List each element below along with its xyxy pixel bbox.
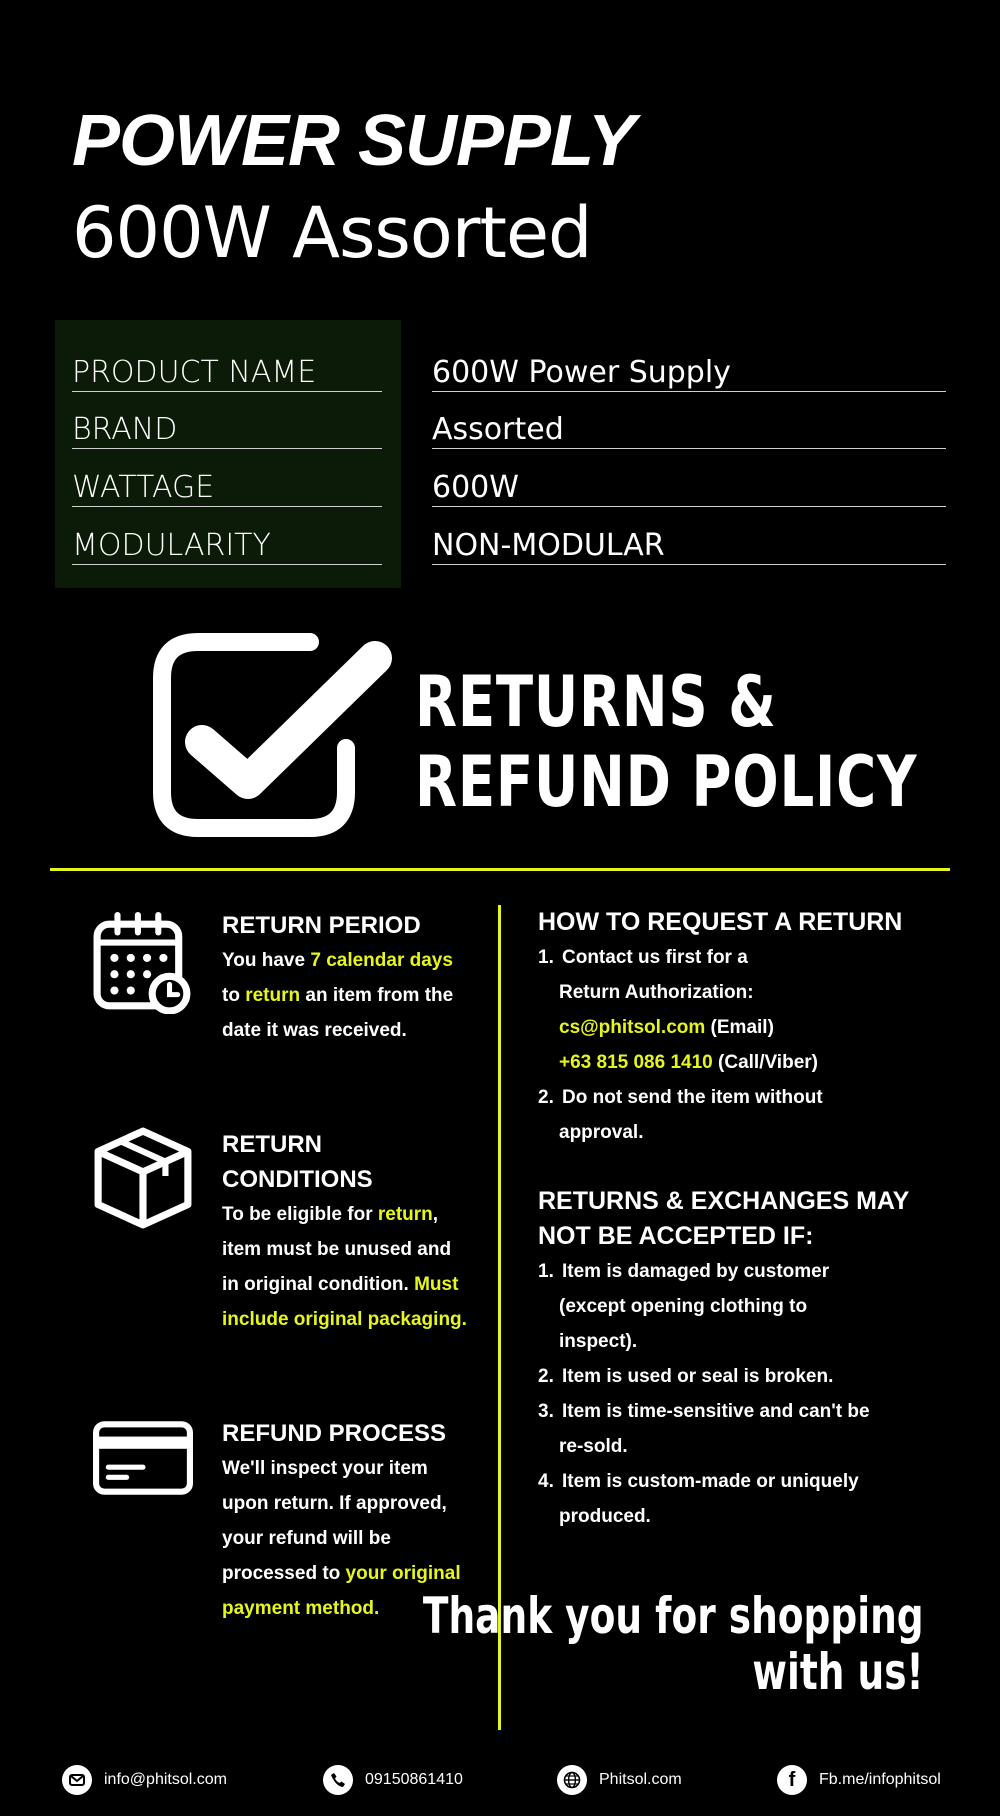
spec-value-brand: Assorted xyxy=(432,392,946,449)
checkbox-check-icon xyxy=(150,630,395,840)
return-conditions-section xyxy=(222,1127,472,1337)
credit-card-icon xyxy=(92,1408,194,1510)
return-conditions-heading: RETURN CONDITIONS xyxy=(222,1131,373,1193)
return-period-heading: RETURN PERIOD xyxy=(222,912,421,939)
page-subtitle: 600W Assorted xyxy=(72,192,592,274)
footer-facebook[interactable]: f Fb.me/infophitsol xyxy=(777,1764,941,1796)
not-accepted-item-3: 3. Item is time-sensitive and can't be xyxy=(538,1401,870,1422)
page-title: POWER SUPPLY xyxy=(72,101,635,181)
spec-value-wattage: 600W xyxy=(432,450,946,507)
mail-icon xyxy=(62,1765,92,1795)
spec-label-modularity: MODULARITY xyxy=(72,508,382,565)
return-conditions-text: To be eligible for return, item must be unused and in original condition. Must include original packaging. xyxy=(222,1204,467,1330)
how-to-request-section: HOW TO REQUEST A RETURN 1. Contact us first for a Return Authorization: cs@phitsol.com (Email) +63 815 086 1410 (Call/Viber) 2. Do not send the item without approval. xyxy=(538,905,958,1150)
spec-label-wattage: WATTAGE xyxy=(72,450,382,507)
how-to-step-2: 2. Do not send the item without xyxy=(538,1087,823,1108)
spec-value-modularity: NON-MODULAR xyxy=(432,508,946,565)
return-period-section xyxy=(222,908,472,1048)
how-to-heading: HOW TO REQUEST A RETURN xyxy=(538,908,903,936)
thank-you-message: Thank you for shopping with us! xyxy=(423,1587,924,1701)
spec-label-product-name: PRODUCT NAME xyxy=(72,335,382,392)
spec-value-product-name: 600W Power Supply xyxy=(432,335,946,392)
how-to-step-1: 1. Contact us first for a xyxy=(538,947,748,968)
spec-label-brand: BRAND xyxy=(72,392,382,449)
divider-horizontal xyxy=(50,868,950,871)
not-accepted-item-1: 1. Item is damaged by customer xyxy=(538,1261,830,1282)
not-accepted-heading-1: RETURNS & EXCHANGES MAY xyxy=(538,1187,910,1215)
facebook-icon: f xyxy=(777,1765,807,1795)
not-accepted-item-4: 4. Item is custom-made or uniquely xyxy=(538,1471,859,1492)
return-phone-link[interactable]: +63 815 086 1410 xyxy=(559,1052,713,1073)
calendar-clock-icon xyxy=(92,912,194,1014)
globe-icon xyxy=(557,1765,587,1795)
refund-process-heading: REFUND PROCESS xyxy=(222,1420,447,1447)
package-box-icon xyxy=(92,1127,194,1229)
phone-icon xyxy=(323,1765,353,1795)
footer-email[interactable]: info@phitsol.com xyxy=(62,1764,227,1796)
return-period-text: You have 7 calendar days to return an item from the date it was received. xyxy=(222,950,454,1041)
policy-title: RETURNS & REFUND POLICY xyxy=(415,661,918,823)
footer-phone[interactable]: 09150861410 xyxy=(323,1764,463,1796)
not-accepted-heading-2: NOT BE ACCEPTED IF: xyxy=(538,1222,814,1250)
footer-website[interactable]: Phitsol.com xyxy=(557,1764,682,1796)
return-email-link[interactable]: cs@phitsol.com xyxy=(559,1017,706,1038)
refund-process-text: We'll inspect your item upon return. If approved, your refund will be processed to your original payment method. xyxy=(222,1458,461,1619)
not-accepted-section: RETURNS & EXCHANGES MAY NOT BE ACCEPTED IF: 1. Item is damaged by customer (except opening clothing to inspect). 2. Item is used or seal is broken. 3. Item is time-sensitive and can't be re-sold. 4. Item is custom-made or uniquely produced. xyxy=(538,1184,958,1534)
not-accepted-item-2: 2. Item is used or seal is broken. xyxy=(538,1366,834,1387)
